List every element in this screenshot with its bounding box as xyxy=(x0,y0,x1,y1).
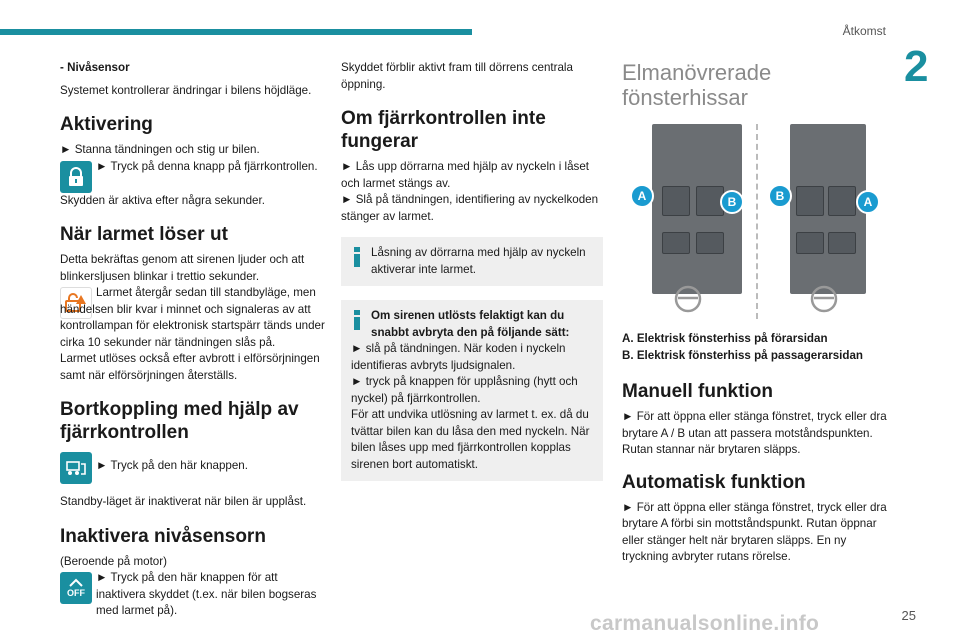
page-number: 25 xyxy=(901,608,916,623)
note2-step1: ► slå på tändningen. När koden i nyckeln identifieras avbryts ljudsignalen. xyxy=(351,342,566,372)
off-label: OFF xyxy=(67,588,85,598)
larm-text1: Detta bekräftas genom att sirenen ljuder och att blinkersljusen blinkar i trettio sekunder. xyxy=(60,253,305,283)
passenger-door-panel xyxy=(790,124,866,294)
watermark: carmanualsonline.info xyxy=(590,612,820,635)
inakt-step: ► Tryck på den här knappen för att inaktivera skyddet (t.ex. när bilen bogseras med larmet på). xyxy=(96,571,317,617)
window-switch-illustration xyxy=(622,124,890,324)
bort-title: Bortkoppling med hjälp av fjärrkontrollen xyxy=(60,399,299,443)
aux-switch-left-1 xyxy=(662,232,690,254)
fjarr-title: Om fjärrkontrollen inte fungerar xyxy=(341,108,546,152)
column-1 xyxy=(60,60,328,620)
chapter-number: 2 xyxy=(904,42,929,91)
col2-intro: Skyddet förblir aktivt fram till dörrens centrala öppning. xyxy=(341,61,573,91)
bort-icon-row xyxy=(60,450,328,484)
switch-a-right xyxy=(828,186,856,216)
switch-a-left xyxy=(662,186,690,216)
label-a-left: A xyxy=(630,184,654,208)
aktivering-icon-row xyxy=(60,159,328,193)
niva-text: Systemet kontrollerar ändringar i bilens höjdläge. xyxy=(60,83,312,97)
note1-text: Låsning av dörrarna med hjälp av nyckeln aktiverar inte larmet. xyxy=(371,246,586,276)
header-accent-bar xyxy=(0,29,472,35)
label-a-right: A xyxy=(856,190,880,214)
inakt-icon-row xyxy=(60,570,328,620)
auto-title: Automatisk funktion xyxy=(622,471,806,493)
column-2 xyxy=(341,60,603,481)
caption-b: B. Elektrisk fönsterhiss på passagerarsidan xyxy=(622,349,863,362)
larm-text2: Larmet återgår sedan till standbyläge, men händelsen blir kvar i minnet och signaleras av att kontrollampan för elektronisk startspärr tänds under cirka 10 sekunder när tändningen slås på. xyxy=(60,286,325,349)
steering-wheel-icon xyxy=(808,284,840,314)
label-b-left: B xyxy=(720,190,744,214)
aktivering-title: Aktivering xyxy=(60,114,153,135)
info-note-2 xyxy=(341,300,603,481)
section-title: Åtkomst xyxy=(842,24,886,38)
inakt-title: Inaktivera nivåsensorn xyxy=(60,525,266,547)
bort-after: Standby-läget är inaktiverat när bilen är upplåst. xyxy=(60,495,307,508)
aktivering-after: Skydden är aktiva efter några sekunder. xyxy=(60,193,265,207)
note2-step2: ► tryck på knappen för upplåsning (hytt och nyckel) på fjärrkontrollen. xyxy=(351,375,578,405)
aux-switch-left-2 xyxy=(696,232,724,254)
note2-text: För att undvika utlösning av larmet t. ex. då du tvättar bilen kan du låsa den med nyckeln. När bilen låses upp med fjärrkontrollen kopplas sirenen bort automatiskt. xyxy=(351,408,590,471)
column-3 xyxy=(622,60,890,566)
steering-wheel-icon xyxy=(672,284,704,314)
lock-icon xyxy=(60,161,92,193)
fjarr-step2: ► Slå på tändningen, identifiering av nyckelkoden stänger av larmet. xyxy=(341,193,599,223)
info-icon xyxy=(351,310,363,330)
larm-text3: Larmet utlöses också efter avbrott i elförsörjningen samt när elförsörjningen återställs. xyxy=(60,352,320,382)
illustration-divider xyxy=(756,124,758,319)
fjarr-step1: ► Lås upp dörrarna med hjälp av nyckeln i låset och larmet stängs av. xyxy=(341,160,589,190)
label-b-right: B xyxy=(768,184,792,208)
manuell-text: ► För att öppna eller stänga fönstret, tryck eller dra brytare A / B utan att passera motståndspunkten. Rutan stannar när brytaren släpps. xyxy=(622,410,887,456)
note2-title: Om sirenen utlösts felaktigt kan du snabbt avbryta den på följande sätt: xyxy=(371,309,570,339)
aktivering-step1: ► Stanna tändningen och stig ur bilen. xyxy=(60,143,260,156)
aktivering-step2: ► Tryck på denna knapp på fjärrkontrollen. xyxy=(96,159,318,173)
aux-switch-right-2 xyxy=(828,232,856,254)
window-section-title: Elmanövrerade fönsterhissar xyxy=(622,60,772,110)
switch-b-right xyxy=(796,186,824,216)
info-icon xyxy=(351,247,363,267)
caption-a: A. Elektrisk fönsterhiss på förarsidan xyxy=(622,332,828,345)
auto-text: ► För att öppna eller stänga fönstret, tryck eller dra brytare A förbi sin mottståndspunkt. Rutan öppnar eller stänger helt när brytaren släpps. En ny tryckning avbryter rutans rörelse. xyxy=(622,500,887,563)
sensor-off-icon xyxy=(60,572,92,604)
info-note-1 xyxy=(341,237,603,286)
inakt-sub: (Beroende på motor) xyxy=(60,554,167,568)
aux-switch-right-1 xyxy=(796,232,824,254)
larm-title: När larmet löser ut xyxy=(60,224,228,245)
bort-step: ► Tryck på den här knappen. xyxy=(96,459,248,472)
remote-vehicle-icon xyxy=(60,452,92,484)
manuell-title: Manuell funktion xyxy=(622,381,773,402)
niva-heading: - Nivåsensor xyxy=(60,61,130,74)
